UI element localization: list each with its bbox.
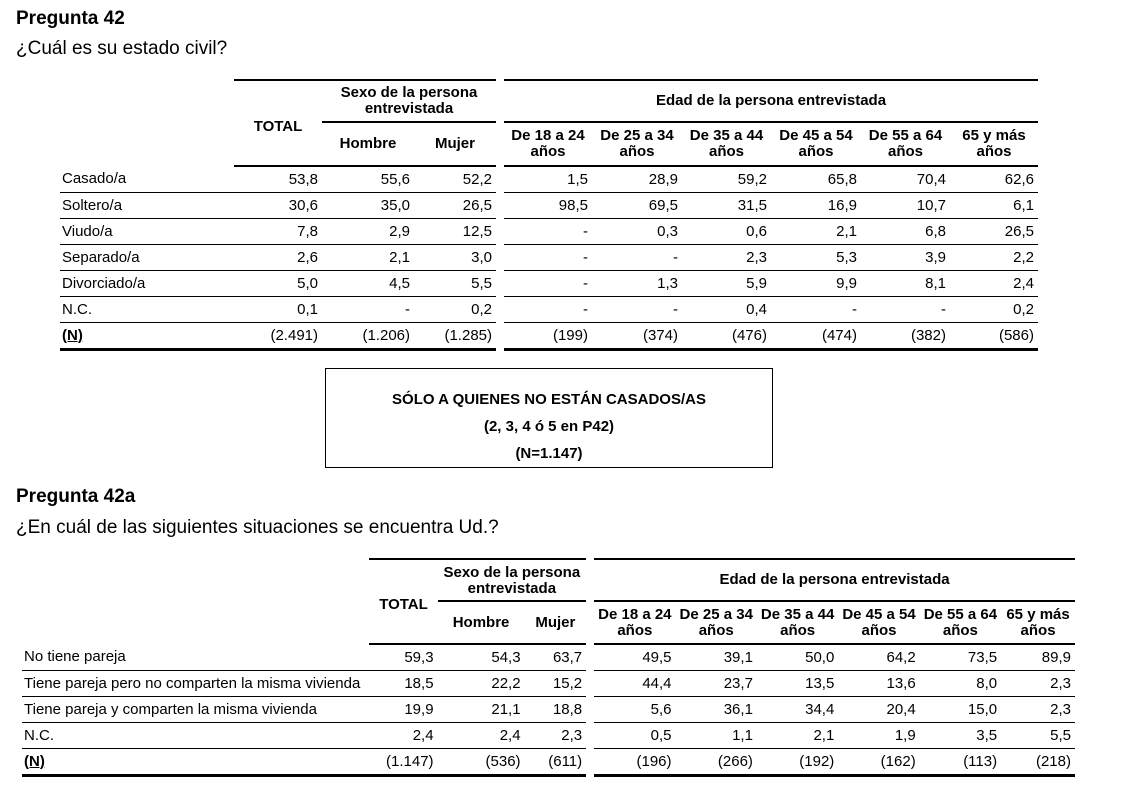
q42a-header-age-18-24: De 18 a 24 años xyxy=(590,601,675,644)
row-label: Viudo/a xyxy=(60,219,234,245)
table-cell: 2,6 xyxy=(234,245,322,271)
n-row xyxy=(22,749,1075,776)
table-cell: 0,4 xyxy=(682,297,771,323)
n-cell: (2.491) xyxy=(234,323,322,350)
table-cell: 6,8 xyxy=(861,219,950,245)
table-cell: 23,7 xyxy=(676,671,757,697)
n-cell: (1.285) xyxy=(414,323,500,350)
table-cell: 6,1 xyxy=(950,193,1038,219)
table-row xyxy=(60,245,1038,271)
table-cell: - xyxy=(500,271,592,297)
table-cell: 26,5 xyxy=(414,193,500,219)
table-cell: 31,5 xyxy=(682,193,771,219)
table-cell: 52,2 xyxy=(414,166,500,193)
table-cell: 2,3 xyxy=(1001,671,1075,697)
table-cell: 98,5 xyxy=(500,193,592,219)
table-cell: 2,4 xyxy=(369,723,437,749)
q42a-header-age-25-34: De 25 a 34 años xyxy=(679,605,753,639)
row-label: Tiene pareja pero no comparten la misma vivienda xyxy=(22,671,369,697)
n-cell: (192) xyxy=(757,749,838,776)
q42-header-age-35-44: De 35 a 44 años xyxy=(689,127,764,160)
table-cell: 13,6 xyxy=(838,671,919,697)
table-cell: 59,2 xyxy=(682,166,771,193)
n-cell: (476) xyxy=(682,323,771,350)
filter-banner xyxy=(325,368,773,468)
table-cell: 2,1 xyxy=(322,245,414,271)
table-cell: 69,5 xyxy=(592,193,682,219)
table-cell: 5,0 xyxy=(234,271,322,297)
q42-header-hombre: Hombre xyxy=(339,135,397,152)
row-label: Divorciado/a xyxy=(60,271,234,297)
table-cell: 15,0 xyxy=(920,697,1001,723)
q42-header-age-18-24: De 18 a 24 años xyxy=(500,122,592,166)
table-cell: 2,9 xyxy=(322,219,414,245)
table-cell: 63,7 xyxy=(525,644,591,671)
n-cell: (1.147) xyxy=(369,749,437,776)
row-label: No tiene pareja xyxy=(22,644,369,671)
table-cell: 9,9 xyxy=(771,271,861,297)
table-cell: 1,3 xyxy=(592,271,682,297)
q42-table xyxy=(60,79,1038,351)
table-cell: 2,1 xyxy=(771,219,861,245)
n-cell: (218) xyxy=(1001,749,1075,776)
n-cell: (611) xyxy=(525,749,591,776)
q42a-header-age-55-64: De 55 a 64 años xyxy=(923,605,998,639)
table-cell: 28,9 xyxy=(592,166,682,193)
table-cell: 89,9 xyxy=(1001,644,1075,671)
table-cell: 10,7 xyxy=(861,193,950,219)
table-cell: - xyxy=(771,297,861,323)
table-cell: 36,1 xyxy=(676,697,757,723)
table-cell: 15,2 xyxy=(525,671,591,697)
table-cell: - xyxy=(592,245,682,271)
table-cell: 22,2 xyxy=(438,671,525,697)
q42a-header-age-65-plus: 65 y más años xyxy=(1006,605,1070,639)
table-cell: 18,5 xyxy=(369,671,437,697)
n-cell: (196) xyxy=(590,749,675,776)
n-cell: (266) xyxy=(676,749,757,776)
n-cell: (199) xyxy=(500,323,592,350)
q42a-header-sex-group: Sexo de la persona entrevistada xyxy=(438,559,591,601)
table-cell: - xyxy=(500,245,592,271)
table-cell: 5,6 xyxy=(590,697,675,723)
table-cell: 18,8 xyxy=(525,697,591,723)
n-row xyxy=(60,323,1038,350)
table-cell: 30,6 xyxy=(234,193,322,219)
table-cell: - xyxy=(861,297,950,323)
table-cell: 64,2 xyxy=(838,644,919,671)
table-cell: 70,4 xyxy=(861,166,950,193)
table-row xyxy=(22,697,1075,723)
table-cell: 50,0 xyxy=(757,644,838,671)
table-cell: 49,5 xyxy=(590,644,675,671)
table-row xyxy=(60,297,1038,323)
table-cell: 2,1 xyxy=(757,723,838,749)
q42-question: ¿Cuál es su estado civil? xyxy=(16,38,228,59)
table-cell: 21,1 xyxy=(438,697,525,723)
table-row xyxy=(22,723,1075,749)
table-cell: 12,5 xyxy=(414,219,500,245)
table-cell: 2,4 xyxy=(950,271,1038,297)
table-cell: 62,6 xyxy=(950,166,1038,193)
table-cell: 0,6 xyxy=(682,219,771,245)
table-cell: 3,9 xyxy=(861,245,950,271)
q42a-table xyxy=(22,558,1075,777)
q42-title: Pregunta 42 xyxy=(16,8,125,29)
table-cell: - xyxy=(592,297,682,323)
q42-header-mujer: Mujer xyxy=(434,135,475,152)
table-cell: 34,4 xyxy=(757,697,838,723)
row-label: Soltero/a xyxy=(60,193,234,219)
table-cell: 2,3 xyxy=(1001,697,1075,723)
q42a-header-age-group: Edad de la persona entrevistada xyxy=(590,559,1075,601)
table-row xyxy=(60,271,1038,297)
table-cell: 8,1 xyxy=(861,271,950,297)
row-label: N.C. xyxy=(22,723,369,749)
table-cell: 8,0 xyxy=(920,671,1001,697)
table-cell: 44,4 xyxy=(590,671,675,697)
table-cell: - xyxy=(500,297,592,323)
table-cell: 0,3 xyxy=(592,219,682,245)
table-cell: 53,8 xyxy=(234,166,322,193)
table-cell: 5,9 xyxy=(682,271,771,297)
q42a-header-hombre: Hombre xyxy=(452,613,510,631)
table-cell: 65,8 xyxy=(771,166,861,193)
table-row xyxy=(22,671,1075,697)
q42a-header-total: TOTAL xyxy=(369,559,437,644)
table-cell: 73,5 xyxy=(920,644,1001,671)
table-cell: 26,5 xyxy=(950,219,1038,245)
banner-line-3: (N=1.147) xyxy=(515,445,583,462)
table-cell: 7,8 xyxy=(234,219,322,245)
table-cell: 5,5 xyxy=(1001,723,1075,749)
table-cell: 0,2 xyxy=(414,297,500,323)
table-cell: - xyxy=(500,219,592,245)
table-row xyxy=(60,166,1038,193)
q42-header-age-25-34: De 25 a 34 años xyxy=(600,127,674,160)
q42-header-empty xyxy=(60,80,234,166)
table-cell: 0,2 xyxy=(950,297,1038,323)
n-cell: (1.206) xyxy=(322,323,414,350)
q42a-question: ¿En cuál de las siguientes situaciones se encuentra Ud.? xyxy=(16,517,499,538)
table-row xyxy=(60,193,1038,219)
n-cell: (382) xyxy=(861,323,950,350)
n-cell: (162) xyxy=(838,749,919,776)
table-cell: 2,2 xyxy=(950,245,1038,271)
table-cell: 1,5 xyxy=(500,166,592,193)
q42a-header-age-45-54: De 45 a 54 años xyxy=(842,605,916,639)
n-cell: (474) xyxy=(771,323,861,350)
q42a-header-empty xyxy=(22,559,369,644)
n-row-label: (N) xyxy=(22,749,369,776)
table-cell: 54,3 xyxy=(438,644,525,671)
table-cell: 35,0 xyxy=(322,193,414,219)
table-cell: 20,4 xyxy=(838,697,919,723)
table-cell: 4,5 xyxy=(322,271,414,297)
table-cell: 5,5 xyxy=(414,271,500,297)
row-label: N.C. xyxy=(60,297,234,323)
table-cell: 59,3 xyxy=(369,644,437,671)
banner-line-2: (2, 3, 4 ó 5 en P42) xyxy=(483,418,615,435)
table-cell: 0,5 xyxy=(590,723,675,749)
table-cell: 55,6 xyxy=(322,166,414,193)
table-cell: 5,3 xyxy=(771,245,861,271)
table-cell: 3,0 xyxy=(414,245,500,271)
n-cell: (374) xyxy=(592,323,682,350)
row-label: Tiene pareja y comparten la misma vivienda xyxy=(22,697,369,723)
table-cell: 3,5 xyxy=(920,723,1001,749)
q42-header-sex-group: Sexo de la persona entrevistada xyxy=(322,80,500,122)
table-cell: 39,1 xyxy=(676,644,757,671)
q42a-title: Pregunta 42a xyxy=(16,486,136,507)
table-cell: 19,9 xyxy=(369,697,437,723)
n-row-label: (N) xyxy=(60,323,234,350)
n-cell: (586) xyxy=(950,323,1038,350)
row-label: Separado/a xyxy=(60,245,234,271)
q42-header-age-group: Edad de la persona entrevistada xyxy=(500,80,1038,122)
q42-header-total: TOTAL xyxy=(234,80,322,166)
q42-header-age-45-54: De 45 a 54 años xyxy=(779,127,853,160)
table-cell: 1,1 xyxy=(676,723,757,749)
table-cell: - xyxy=(322,297,414,323)
table-cell: 16,9 xyxy=(771,193,861,219)
row-label: Casado/a xyxy=(60,166,234,193)
table-cell: 0,1 xyxy=(234,297,322,323)
table-row xyxy=(60,219,1038,245)
table-cell: 2,3 xyxy=(682,245,771,271)
q42-header-age-55-64: De 55 a 64 años xyxy=(868,127,943,160)
table-cell: 13,5 xyxy=(757,671,838,697)
n-cell: (536) xyxy=(438,749,525,776)
q42a-header-mujer: Mujer xyxy=(535,613,576,631)
banner-line-1: SÓLO A QUIENES NO ESTÁN CASADOS/AS xyxy=(392,391,706,408)
table-cell: 2,3 xyxy=(525,723,591,749)
table-row xyxy=(22,644,1075,671)
q42a-header-age-35-44: De 35 a 44 años xyxy=(760,605,835,639)
table-cell: 1,9 xyxy=(838,723,919,749)
table-cell: 2,4 xyxy=(438,723,525,749)
n-cell: (113) xyxy=(920,749,1001,776)
q42-header-age-65-plus: 65 y más años xyxy=(962,127,1026,160)
